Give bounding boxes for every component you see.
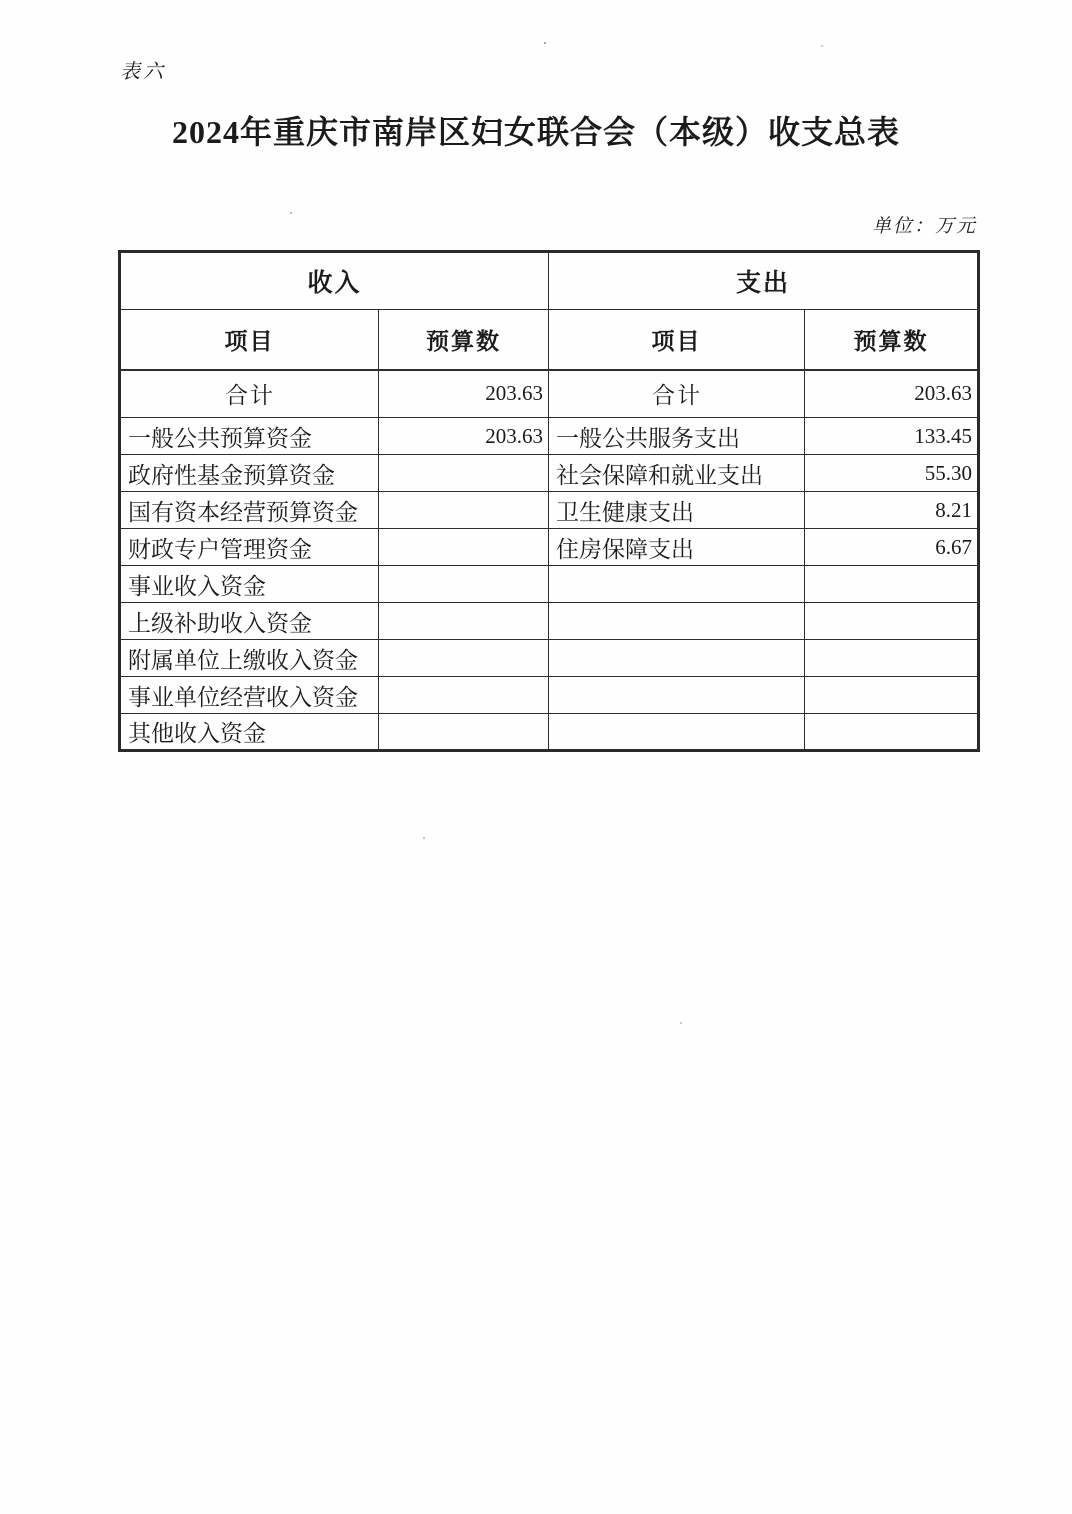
expense-item-cell: 住房保障支出 [549, 529, 805, 566]
expense-budget-cell [805, 714, 979, 751]
budget-summary-table [118, 250, 980, 752]
page-title: 2024年重庆市南岸区妇女联合会（本级）收支总表 [171, 114, 900, 150]
column-header-row [120, 310, 979, 370]
table-row [120, 418, 979, 455]
expense-section-header: 支出 [549, 252, 979, 310]
income-budget-cell: 203.63 [379, 418, 549, 455]
income-item-cell: 上级补助收入资金 [120, 603, 379, 640]
table-row [120, 603, 979, 640]
income-budget-column-header: 预算数 [379, 310, 549, 370]
income-item-cell: 附属单位上缴收入资金 [120, 640, 379, 677]
table-row [120, 566, 979, 603]
expense-item-cell [549, 714, 805, 751]
income-budget-cell: 203.63 [379, 370, 549, 418]
expense-item-cell: 社会保障和就业支出 [549, 455, 805, 492]
expense-budget-cell [805, 603, 979, 640]
expense-item-cell [549, 566, 805, 603]
income-budget-cell [379, 640, 549, 677]
income-budget-cell [379, 529, 549, 566]
expense-item-cell: 卫生健康支出 [549, 492, 805, 529]
expense-budget-cell: 6.67 [805, 529, 979, 566]
expense-item-cell [549, 603, 805, 640]
expense-item-cell: 一般公共服务支出 [549, 418, 805, 455]
table-row [120, 492, 979, 529]
table-row [120, 714, 979, 751]
expense-budget-cell: 203.63 [805, 370, 979, 418]
expense-budget-cell [805, 677, 979, 714]
income-budget-cell [379, 714, 549, 751]
income-budget-cell [379, 492, 549, 529]
income-item-cell: 事业单位经营收入资金 [120, 677, 379, 714]
income-item-cell: 其他收入资金 [120, 714, 379, 751]
table-row [120, 640, 979, 677]
income-item-cell: 合计 [120, 370, 379, 418]
expense-budget-cell: 133.45 [805, 418, 979, 455]
expense-budget-cell [805, 640, 979, 677]
income-item-cell: 财政专户管理资金 [120, 529, 379, 566]
income-budget-cell [379, 603, 549, 640]
expense-item-cell [549, 640, 805, 677]
income-item-cell: 事业收入资金 [120, 566, 379, 603]
table-row [120, 529, 979, 566]
income-budget-cell [379, 455, 549, 492]
income-item-cell: 一般公共预算资金 [120, 418, 379, 455]
expense-item-cell [549, 677, 805, 714]
income-item-cell: 政府性基金预算资金 [120, 455, 379, 492]
table-row [120, 677, 979, 714]
expense-item-cell: 合计 [549, 370, 805, 418]
income-budget-cell [379, 566, 549, 603]
expense-budget-cell: 55.30 [805, 455, 979, 492]
income-section-header: 收入 [120, 252, 549, 310]
expense-budget-cell: 8.21 [805, 492, 979, 529]
expense-item-column-header: 项目 [549, 310, 805, 370]
table-row [120, 455, 979, 492]
table-number-label: 表六 [120, 61, 166, 83]
income-item-column-header: 项目 [120, 310, 379, 370]
expense-budget-cell [805, 566, 979, 603]
table-row-total [120, 370, 979, 418]
income-item-cell: 国有资本经营预算资金 [120, 492, 379, 529]
income-budget-cell [379, 677, 549, 714]
section-header-row [120, 252, 979, 310]
expense-budget-column-header: 预算数 [805, 310, 979, 370]
unit-note: 单位：万元 [871, 216, 977, 237]
